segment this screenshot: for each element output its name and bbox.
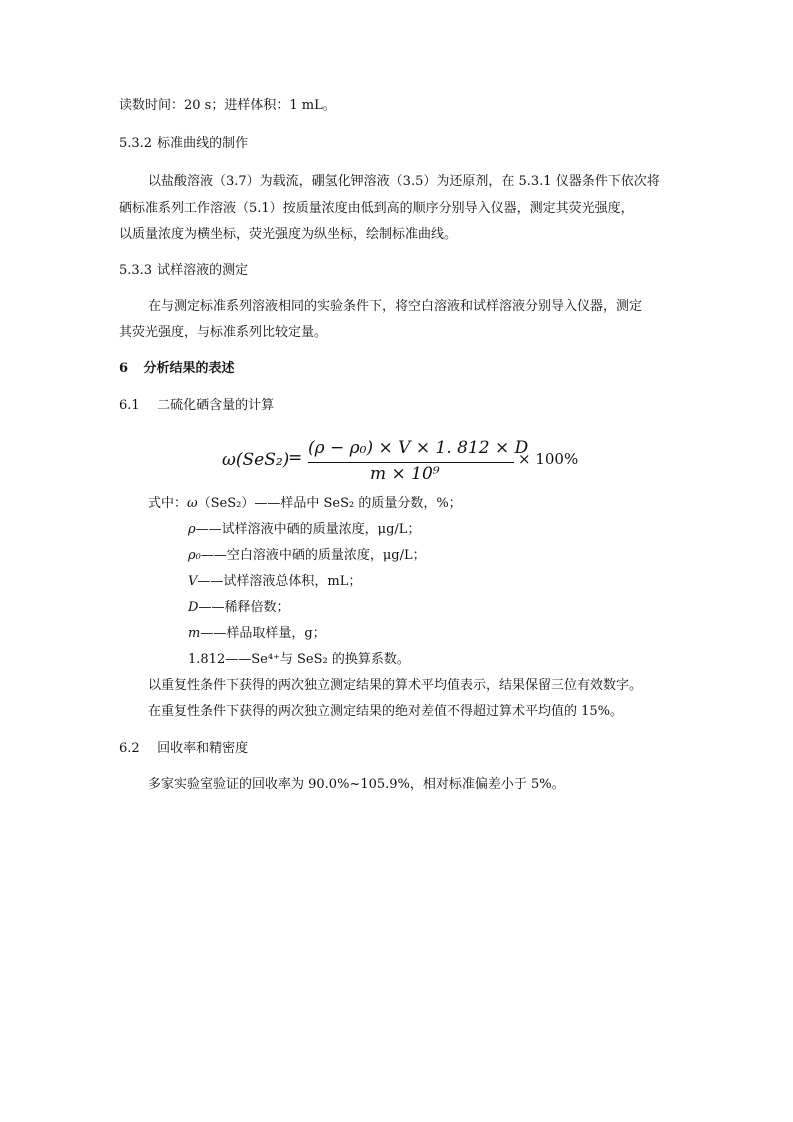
definition-conversion-factor: 1.812——Se⁴⁺与 SeS₂ 的换算系数。 xyxy=(188,652,410,667)
definition-rho xyxy=(188,520,420,540)
section-6-heading xyxy=(119,359,235,379)
symbol-v: V xyxy=(188,574,198,589)
paragraph-line: 以质量浓度为横坐标，荧光强度为纵坐标，绘制标准曲线。 xyxy=(119,227,458,242)
definition-text: ——样品取样量，g； xyxy=(200,626,326,641)
definition-text: ——试样溶液总体积，mL； xyxy=(197,574,362,589)
section-6-1-heading xyxy=(119,396,274,416)
fraction-bar xyxy=(308,462,514,463)
definition-volume xyxy=(188,572,361,592)
symbol-d: D xyxy=(188,600,199,615)
definition-text: （SeS₂）——样品中 SeS₂ 的质量分数，%； xyxy=(197,496,462,511)
definition-text: ——试样溶液中硒的质量浓度，μg/L； xyxy=(195,522,421,537)
paragraph-line: 以重复性条件下获得的两次独立测定结果的算术平均值表示，结果保留三位有效数字。 xyxy=(148,678,643,693)
formula-denominator: m × 10⁹ xyxy=(370,464,440,484)
section-title: 分析结果的表述 xyxy=(143,361,235,376)
section-title: 回收率和精密度 xyxy=(157,741,249,756)
definition-rho0 xyxy=(188,546,426,566)
section-title: 试样溶液的测定 xyxy=(157,263,249,278)
symbol-rho: ρ xyxy=(188,522,196,537)
section-title: 二硫化硒含量的计算 xyxy=(157,398,275,413)
definition-text: ——稀释倍数； xyxy=(198,600,290,615)
formula-equals: = xyxy=(288,448,303,468)
selenium-disulfide-formula xyxy=(222,434,582,486)
section-5-3-3-heading xyxy=(119,261,248,281)
where-label: 式中： xyxy=(148,496,188,511)
paragraph-line: 在与测定标准系列溶液相同的实验条件下，将空白溶液和试样溶液分别导入仪器，测定 xyxy=(148,299,643,314)
formula-multiplier: × 100% xyxy=(518,450,579,468)
definition-omega xyxy=(148,494,462,514)
section-number: 5.3.2 xyxy=(119,136,153,151)
section-number: 6.1 xyxy=(119,398,140,413)
definition-text: ——空白溶液中硒的质量浓度，μg/L； xyxy=(200,548,426,563)
paragraph-line: 硒标准系列工作溶液（5.1）按质量浓度由低到高的顺序分别导入仪器，测定其荧光强度， xyxy=(119,201,634,216)
section-title: 标准曲线的制作 xyxy=(157,136,249,151)
paragraph-line: 在重复性条件下获得的两次独立测定结果的绝对差值不得超过算术平均值的 15%。 xyxy=(148,704,624,719)
symbol-omega: ω xyxy=(187,496,198,511)
definition-mass xyxy=(188,624,326,644)
paragraph-line: 其荧光强度，与标准系列比较定量。 xyxy=(119,325,328,340)
reading-params-line: 读数时间：20 s；进样体积：1 mL。 xyxy=(119,98,336,113)
formula-lhs: ω(SeS₂) xyxy=(222,450,290,470)
section-5-3-2-heading xyxy=(119,134,248,154)
formula-numerator: (ρ − ρ₀) × V × 1. 812 × D xyxy=(308,438,529,458)
section-number: 5.3.3 xyxy=(119,263,153,278)
symbol-m: m xyxy=(188,626,201,641)
definition-dilution xyxy=(188,598,289,618)
section-6-2-heading xyxy=(119,739,248,759)
section-number: 6.2 xyxy=(119,741,140,756)
section-number: 6 xyxy=(119,361,129,376)
symbol-rho0: ρ₀ xyxy=(188,548,201,563)
paragraph-line: 多家实验室验证的回收率为 90.0%~105.9%，相对标准偏差小于 5%。 xyxy=(148,777,565,792)
paragraph-line: 以盐酸溶液（3.7）为载流，硼氢化钾溶液（3.5）为还原剂，在 5.3.1 仪器条件下依次将 xyxy=(148,174,660,189)
